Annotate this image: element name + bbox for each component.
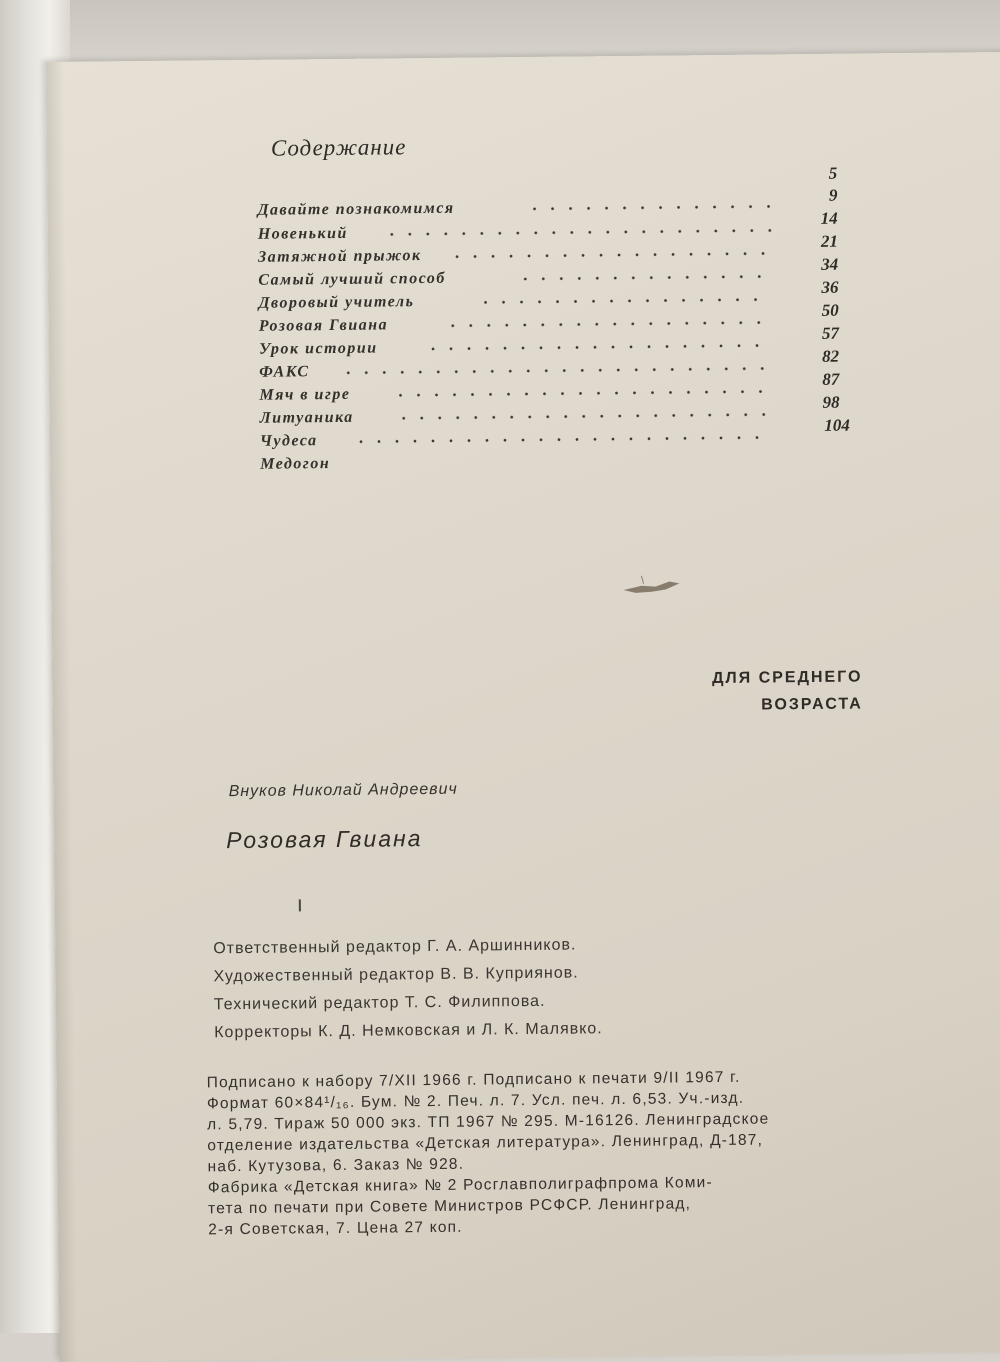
toc-leader-dots	[391, 386, 769, 400]
imprint-line: отделение издательства «Детская литература». Ленинград, Д-187,	[207, 1131, 764, 1155]
toc-leader-dots	[424, 340, 769, 354]
toc-page-number: 9	[828, 185, 838, 205]
age-note	[692, 663, 863, 719]
credit-line: Художественный редактор В. В. Куприянов.	[213, 964, 579, 986]
toc-page-number: 5	[828, 163, 838, 183]
toc-entry	[260, 450, 840, 478]
book-title: Розовая Гвиана	[226, 825, 423, 854]
toc-leader-dots	[444, 317, 772, 330]
toc-page-number: 21	[820, 231, 839, 251]
toc-leader-dots	[476, 294, 771, 307]
toc-entry-label: ФАКС	[259, 363, 310, 381]
toc-leader-dots	[448, 248, 773, 261]
imprint-line: 2-я Советская, 7. Цена 27 коп.	[208, 1218, 463, 1239]
toc-entry-label: Затяжной прыжок	[257, 247, 422, 266]
imprint-line: Формат 60×84¹/₁₆. Бум. № 2. Печ. л. 7. Усл. печ. л. 6,53. Уч.-изд.	[206, 1089, 745, 1113]
toc-leader-dots	[383, 225, 773, 239]
toc-entry	[257, 196, 837, 224]
age-note-line: ВОЗРАСТА	[761, 695, 863, 714]
credit-line: Технический редактор Т. С. Филиппова.	[213, 992, 546, 1014]
toc-entry-label: Урок истории	[258, 339, 378, 358]
toc-leader-dots	[516, 271, 771, 284]
toc-page-number: 50	[821, 300, 839, 320]
credit-line: Корректоры К. Д. Немковская и Л. К. Малявко.	[214, 1020, 603, 1042]
toc-page-number: 14	[820, 208, 838, 228]
author-name: Внуков Николай Андреевич	[228, 780, 458, 801]
toc-page-number: 36	[821, 277, 839, 297]
toc-entry-label: Новенький	[257, 224, 349, 243]
imprint-line: Фабрика «Детская книга» № 2 Росглавполиграфпрома Коми-	[207, 1174, 713, 1197]
toc-page-number: 57	[821, 323, 839, 343]
toc-leader-dots	[526, 201, 776, 214]
toc-title: Содержание	[270, 134, 407, 161]
imprint-line: Подписано к набору 7/XII 1966 г. Подписано к печати 9/II 1967 г.	[206, 1068, 741, 1092]
toc-entry-label: Розовая Гвиана	[258, 316, 389, 335]
toc-entry-label: Чудеса	[259, 432, 318, 450]
toc-entry-label: Дворовый учитель	[258, 293, 415, 312]
toc-entry-label: Самый лучший способ	[258, 269, 446, 289]
age-note-line: ДЛЯ СРЕДНЕГО	[711, 668, 863, 688]
imprint-line: тета по печати при Совете Министров РСФСР. Ленинград,	[207, 1195, 692, 1218]
toc-leader-dots	[352, 432, 772, 446]
toc-leader-dots	[339, 363, 769, 378]
toc-page-number: 104	[824, 415, 850, 435]
toc-page-number: 98	[822, 392, 840, 412]
page-content	[46, 52, 1000, 1362]
toc-entry-label: Давайте познакомимся	[257, 199, 455, 219]
imprint-line: наб. Кутузова, 6. Заказ № 928.	[207, 1155, 465, 1176]
toc-entry-label: Мяч в игре	[259, 385, 351, 404]
editorial-credits	[213, 929, 814, 1047]
imprint-line: л. 5,79. Тираж 50 000 экз. ТП 1967 № 295. М-16126. Ленинградское	[207, 1110, 770, 1134]
print-mark	[299, 899, 301, 911]
toc-entry-label: Медогон	[260, 455, 331, 473]
toc-page-number: 87	[822, 369, 840, 389]
toc-entry-label: Литуаника	[259, 408, 354, 427]
page-tear	[621, 575, 681, 596]
publication-imprint	[207, 1065, 944, 1241]
credit-line: Ответственный редактор Г. А. Аршинников.	[213, 936, 577, 958]
toc-page-number: 82	[822, 346, 840, 366]
toc-page-number: 34	[821, 254, 839, 274]
table-of-contents	[257, 163, 850, 480]
book-page	[46, 52, 1000, 1362]
toc-leader-dots	[395, 409, 770, 423]
